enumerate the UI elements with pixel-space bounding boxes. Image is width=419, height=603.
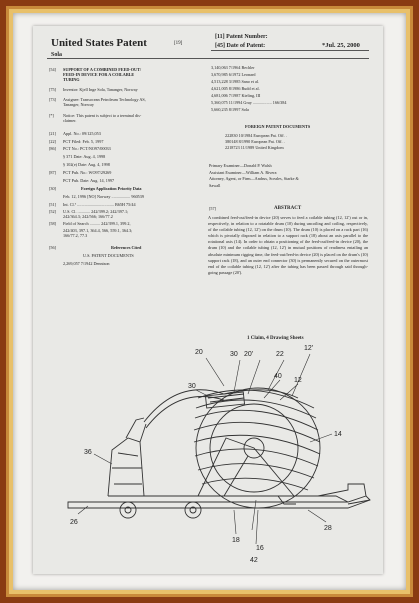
field-code: [73] bbox=[49, 97, 56, 102]
bibliographic-field: Assignee: Transocean Petroleum Technology AS, bbox=[63, 97, 146, 102]
ref-label-20: 20 bbox=[195, 349, 203, 356]
bibliographic-field: Appl. No.: 09/125,053 bbox=[63, 131, 101, 136]
bibliographic-field: claimer. bbox=[63, 118, 77, 123]
patent-document bbox=[33, 26, 383, 574]
patent-title: United States Patent bbox=[51, 37, 147, 49]
bibliographic-field: TUBING bbox=[63, 77, 80, 82]
field-code: [21] bbox=[49, 131, 56, 136]
field-code: [86] bbox=[49, 146, 56, 151]
ref-label-12: 12 bbox=[294, 377, 302, 384]
trailer-wheel-left bbox=[120, 502, 136, 518]
foreign-reference-entry: 222830 10/1984 European Pat. Off. . bbox=[225, 133, 287, 138]
us-reference-entry: 4,681,006 7/1987 Kieling, III bbox=[211, 93, 261, 98]
bibliographic-field: 242/364.3; 242/566; 166/77.2 bbox=[63, 214, 113, 219]
ref-label-22: 22 bbox=[276, 351, 284, 358]
bibliographic-field: PCT Filed: Feb. 5, 1997 bbox=[63, 139, 104, 144]
ref-label-30-top: 30 bbox=[230, 351, 238, 358]
abstract-text: A combined feed-out/feed-in device (20) serves to feed a coilable tubing (12, 12') out or in, respectively, in relation to a rotatable drum (10) during uncoiling and coiling, respectively, of the coilable tubing (12, 12') on the drum (10). The drum (10) is placed on a rack part (16) which is pivotally disposed in relation to a support rack (18) about an axis parallel to the rotational axis (14). In order to obtain a positioning of the feed-out/feed-in device (20), the drum (10) and the coilable tubing (12, 12') in mutual positions of readiness entailing an absolute minimum rigging time, the feed-out/feed-in device (20) is placed on the drum's (10) support rack (18), and an outer end connector (30) is permanently secured on the outermost end of the coilable tubing (12, 12') after the tubing has been passed through said through-going passage (20'). bbox=[208, 215, 368, 275]
field-code: [51] bbox=[49, 202, 56, 207]
examiner-line: Attorney, Agent, or Firm—Andrus, Sceales, Starke & bbox=[209, 176, 299, 181]
bibliographic-field: PCT Pub. Date: Aug. 14, 1997 bbox=[63, 178, 115, 183]
field-code: [56] bbox=[49, 245, 56, 250]
field-code: [52] bbox=[49, 209, 56, 214]
field-code: [22] bbox=[49, 139, 56, 144]
ref-label-36: 36 bbox=[84, 449, 92, 456]
bibliographic-field: SUPPORT OF A COMBINED FEED-OUT/ bbox=[63, 67, 142, 72]
patent-date: *Jul. 25, 2000 bbox=[322, 42, 360, 49]
patent-drawing-figure bbox=[48, 338, 378, 570]
foreign-reference-entry: 380148 8/1990 European Pat. Off. . bbox=[225, 139, 285, 144]
us-reference-entry: 3,140,063 7/1964 Bechler bbox=[211, 65, 255, 70]
abstract-code: [57] bbox=[209, 206, 216, 211]
header-rule bbox=[47, 58, 369, 59]
bibliographic-field: 2,269,057 7/1942 Dennison bbox=[63, 261, 110, 266]
trailer-gooseneck bbox=[318, 484, 366, 496]
bibliographic-field: U.S. PATENT DOCUMENTS bbox=[83, 253, 134, 258]
ref-label-30: 30 bbox=[188, 383, 196, 390]
us-reference-entry: 3,670,985 6/1972 Leonard bbox=[211, 72, 256, 77]
field-code: [*] bbox=[49, 113, 54, 118]
examiner-line: Assistant Examiner—William A. Rivera bbox=[209, 169, 277, 175]
claims-count: 1 Claim, 4 Drawing Sheets bbox=[247, 336, 304, 341]
field-code: [58] bbox=[49, 221, 56, 226]
bibliographic-field: Int. Cl.⁷ ................................... B65H 75/44 bbox=[63, 202, 136, 207]
header-rule-right bbox=[211, 50, 369, 51]
us-reference-entry: 5,660,235 8/1997 Sola bbox=[211, 107, 249, 112]
patent-author: Sola bbox=[51, 52, 63, 58]
ref-label-20p: 20' bbox=[244, 351, 254, 358]
bibliographic-field: References Cited bbox=[111, 245, 142, 250]
field-code: [30] bbox=[49, 186, 56, 191]
patent-number-bracket: [19] bbox=[174, 41, 183, 46]
bibliographic-field: Field of Search .......... 242/399.1, 399.2, bbox=[63, 221, 131, 226]
ref-label-14: 14 bbox=[334, 431, 342, 438]
ref-label-26: 26 bbox=[70, 519, 78, 526]
bibliographic-field: FEED-IN DEVICE FOR A COILABLE bbox=[63, 72, 135, 77]
abstract-heading: ABSTRACT bbox=[274, 206, 302, 211]
ref-label-42: 42 bbox=[250, 557, 258, 564]
field-code: [54] bbox=[49, 67, 56, 72]
us-reference-entry: 4,513,228 3/1985 Sano et al. bbox=[211, 79, 260, 84]
bibliographic-field: 242/403, 397.1, 364.4, 566, 559.1, 364.3; bbox=[63, 228, 133, 233]
examiner-line: Primary Examiner—Donald P. Walsh bbox=[209, 163, 272, 168]
foreign-reference-entry: 2218723 11/1989 United Kingdom bbox=[225, 145, 284, 150]
trailer-bed-line bbox=[68, 496, 370, 508]
bibliographic-field: 166/77.2, 77.3 bbox=[63, 233, 88, 238]
patent-number-line: [11] Patent Number: bbox=[215, 34, 268, 40]
bibliographic-field: § 102(e) Date: Aug. 4, 1998 bbox=[63, 162, 110, 167]
ref-label-40: 40 bbox=[274, 373, 282, 380]
ref-label-12p: 12' bbox=[304, 345, 314, 352]
bibliographic-field: PCT No.: PCT/NO97/00033 bbox=[63, 146, 111, 151]
bibliographic-field: U.S. Cl. ............ 242/399.2; 242/397.1; bbox=[63, 209, 129, 214]
field-code: [75] bbox=[49, 87, 56, 92]
bibliographic-field: PCT Pub. No.: WO97/29269 bbox=[63, 170, 112, 175]
ref-label-16: 16 bbox=[256, 545, 264, 552]
drum-outer bbox=[196, 388, 320, 508]
support-rack-left bbox=[108, 438, 144, 496]
ref-label-18: 18 bbox=[232, 537, 240, 544]
examiner-line: Sawall bbox=[209, 182, 221, 188]
field-code: [87] bbox=[49, 170, 56, 175]
bibliographic-field: Tananger, Norway bbox=[63, 102, 94, 107]
foreign-docs-heading: FOREIGN PATENT DOCUMENTS bbox=[245, 124, 311, 129]
patent-date-label: [45] Date of Patent: bbox=[215, 43, 266, 49]
bibliographic-field: Foreign Application Priority Data bbox=[81, 186, 142, 191]
bibliographic-field: Inventor: Kjell Inge Sola, Tananger, Norway bbox=[63, 87, 138, 92]
us-reference-entry: 4,621,005 8/1986 Budd et al. bbox=[211, 86, 260, 91]
bibliographic-field: § 371 Date: Aug. 4, 1998 bbox=[63, 154, 106, 159]
trailer-wheel-right bbox=[185, 502, 201, 518]
ref-label-28: 28 bbox=[324, 525, 332, 532]
bibliographic-field: Notice: This patent is subject to a terminal dis- bbox=[63, 113, 142, 118]
bibliographic-field: Feb. 12, 1996 [NO] Norway .................. 960539 bbox=[63, 194, 144, 199]
us-reference-entry: 5,360,075 11/1994 Gray .................. 166/384 bbox=[211, 100, 287, 105]
